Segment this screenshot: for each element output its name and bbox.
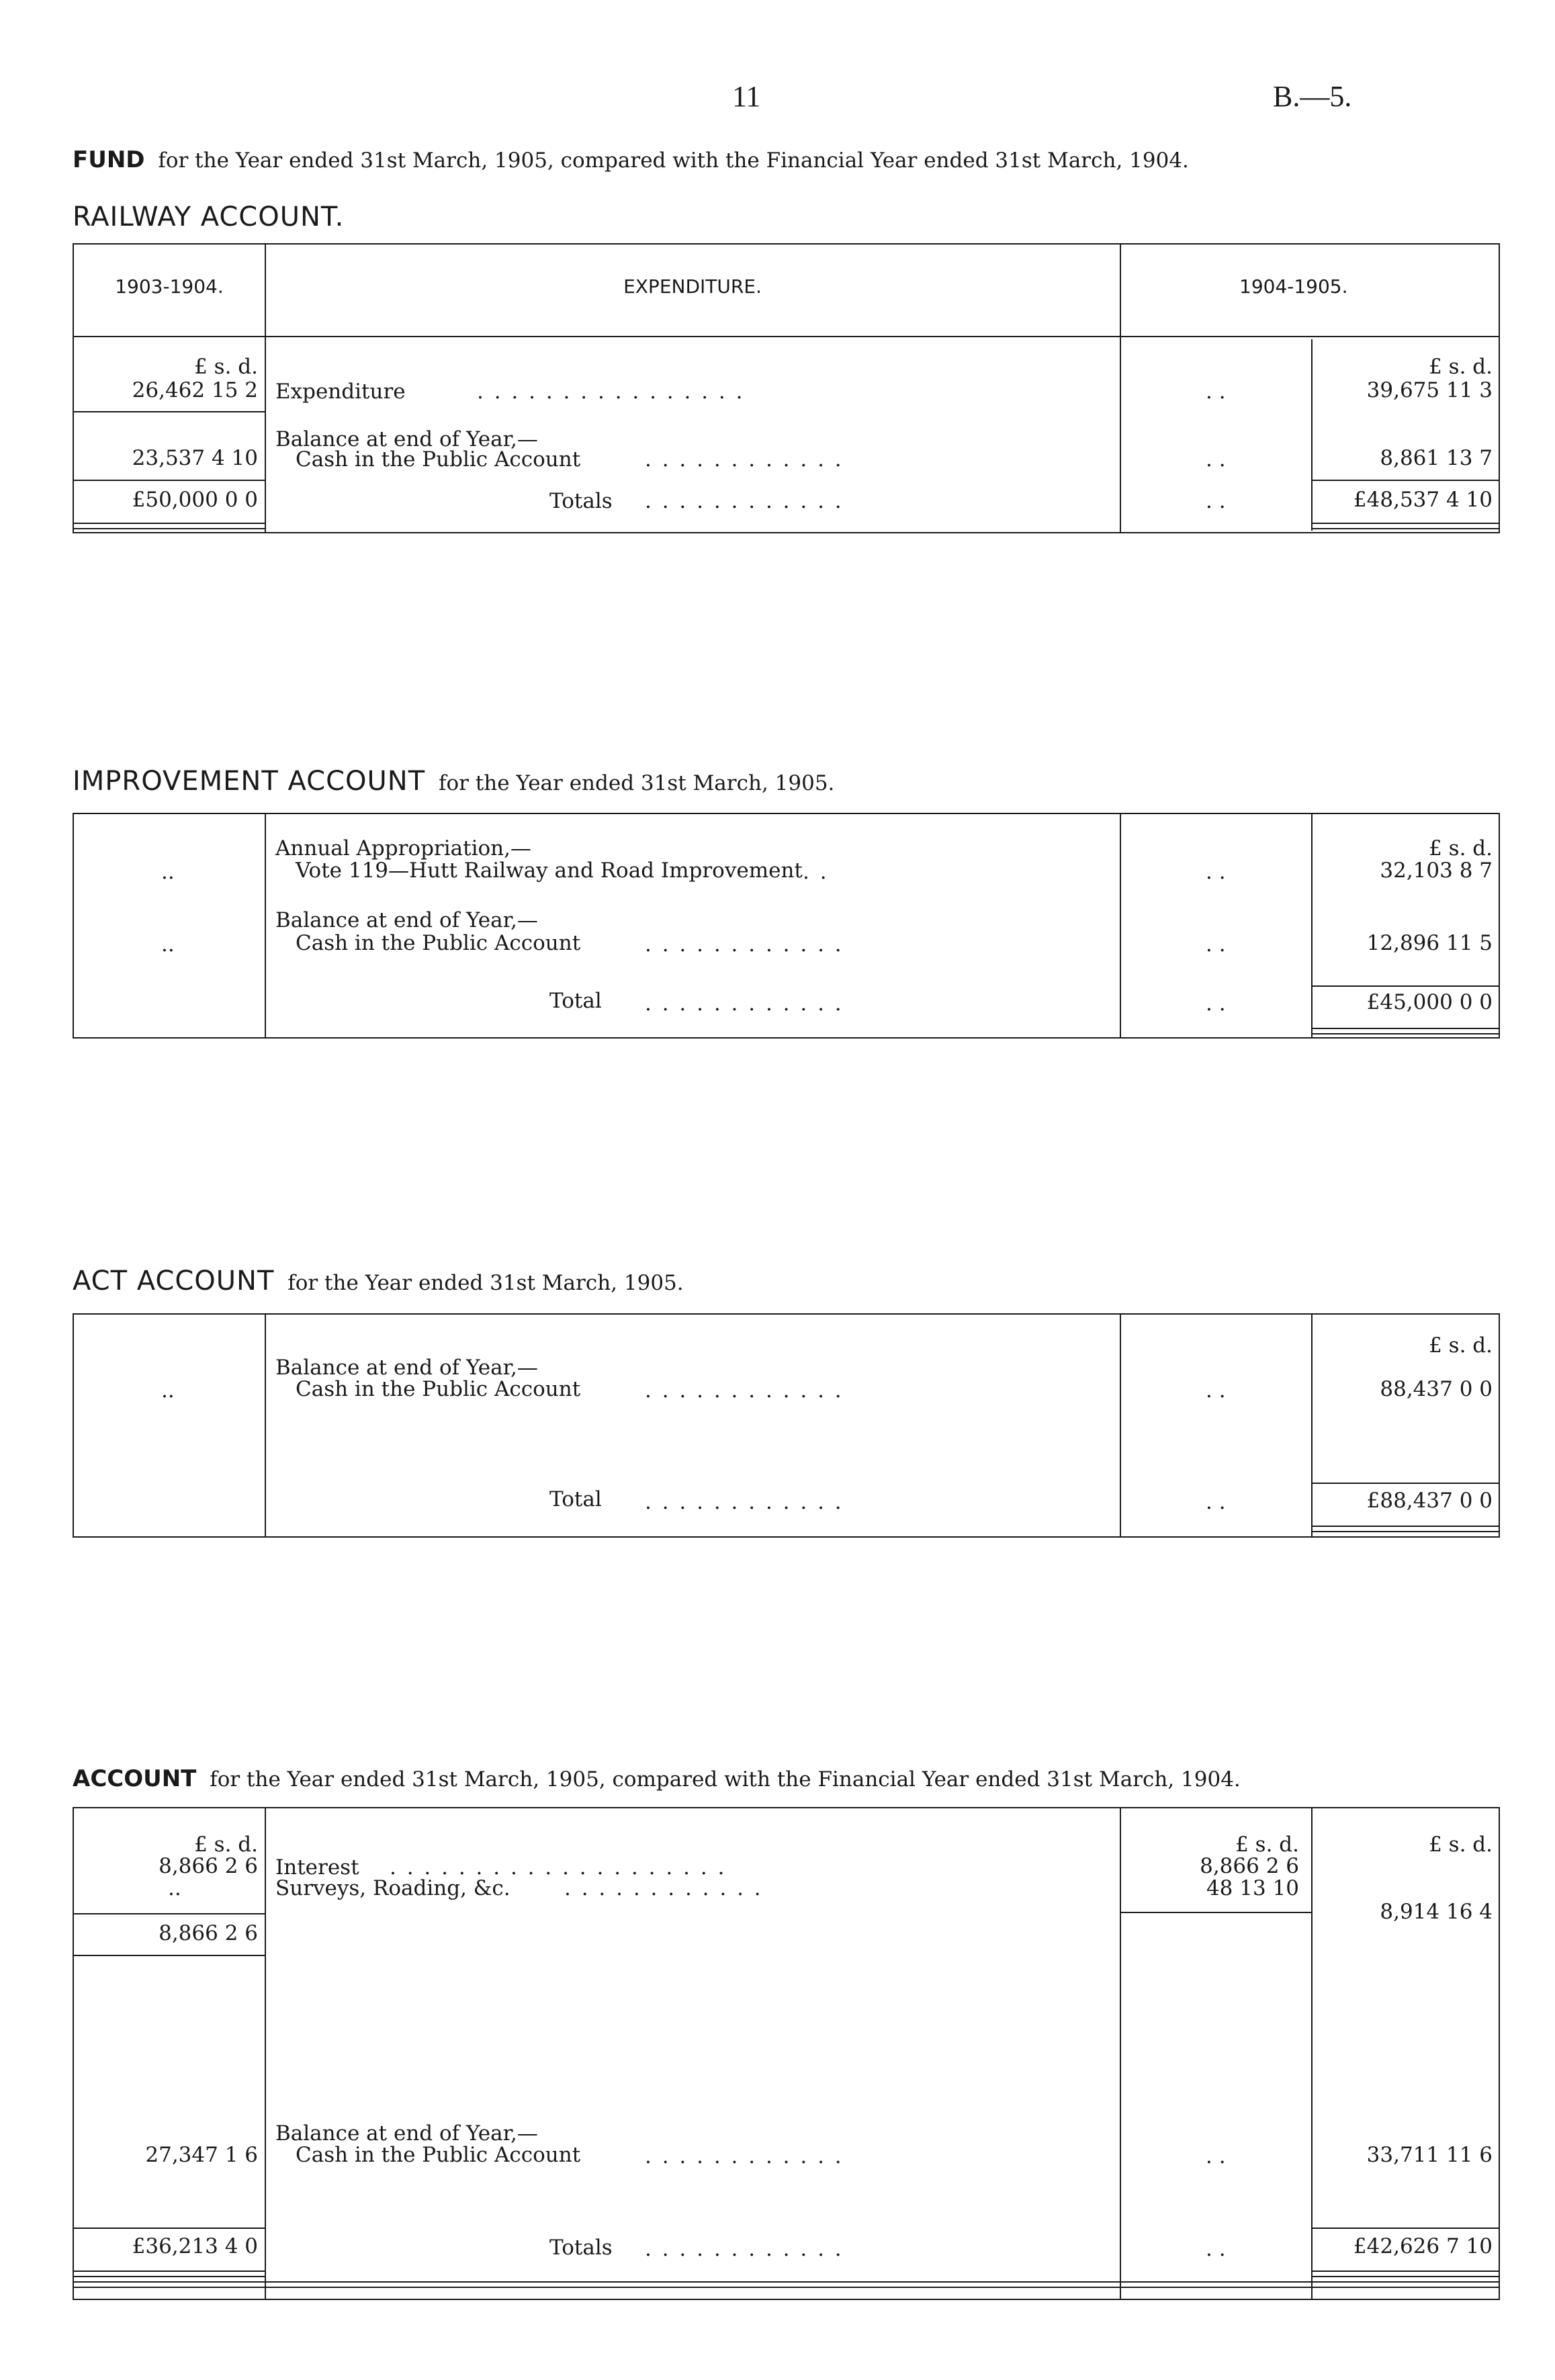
account-currency-left: £ s. d. [194,1833,258,1857]
railway-heading [73,146,1189,173]
act-balance-left: .. [161,1378,175,1403]
railway-col-left-header: 1903-1904. [115,275,224,298]
account-interest-leaders: . . . . . . . . . . . . . . . . . . . . [390,1855,727,1880]
railway-currency-left: £ s. d. [194,355,258,379]
act-title: ACT ACCOUNT [73,1266,275,1296]
account-balance-1904: 27,347 1 6 [145,2143,258,2167]
improvement-appropriation-leaders-right: . . [1206,860,1226,884]
railway-title: RAILWAY ACCOUNT. [73,202,345,232]
account-balance-label2: Cash in the Public Account [296,2143,581,2167]
act-total-label: Total [549,1487,602,1511]
railway-totals-1905: £48,537 4 10 [1353,488,1493,512]
account-heading-rest: for the Year ended 31st March, 1905, compared with the Financial Year ended 31st March, 1904. [210,1767,1241,1792]
account-balance-1905: 33,711 11 6 [1366,2143,1493,2167]
account-surveys-left: .. [168,1876,181,1900]
railway-expenditure-leaders: . . . . . . . . . . . . . . . . [477,380,745,404]
act-total-leaders: . . . . . . . . . . . . [645,1490,844,1514]
railway-balance-leaders: . . . . . . . . . . . . [645,447,844,472]
railway-heading-rest: for the Year ended 31st March, 1905, compared with the Financial Year ended 31st March, 1904. [158,148,1189,173]
improvement-total-leaders-right: . . [1206,991,1226,1016]
account-currency-inner: £ s. d. [1235,1833,1299,1857]
account-subtotal-1904: 8,866 2 6 [159,1921,258,1945]
improvement-total-amount: £45,000 0 0 [1366,990,1493,1014]
railway-expenditure-1904: 26,462 15 2 [132,378,258,402]
improvement-appropriation-label2: Vote 119—Hutt Railway and Road Improvement [296,858,803,883]
account-interest-inner: 8,866 2 6 [1200,1854,1299,1878]
fund-word: FUND [73,146,145,173]
act-heading-rest: for the Year ended 31st March, 1905. [287,1271,684,1295]
account-surveys-label: Surveys, Roading, &c. [275,1876,510,1900]
railway-totals-1904: £50,000 0 0 [132,488,258,512]
act-heading [73,1266,684,1296]
improvement-heading-rest: for the Year ended 31st March, 1905. [439,771,835,795]
act-currency: £ s. d. [1429,1333,1493,1358]
account-title: ACCOUNT [73,1765,197,1792]
improvement-appropriation-label1: Annual Appropriation,— [275,836,532,861]
railway-col-right-header: 1904-1905. [1239,275,1348,298]
improvement-balance-amount: 12,896 11 5 [1366,931,1493,955]
railway-balance-1904: 23,537 4 10 [132,446,258,470]
account-totals-1904: £36,213 4 0 [132,2234,258,2258]
improvement-balance-leaders: . . . . . . . . . . . . [645,932,844,957]
account-totals-leaders: . . . . . . . . . . . . [645,2237,844,2261]
railway-totals-label: Totals [549,489,613,513]
account-currency-right: £ s. d. [1429,1833,1493,1857]
railway-balance-label2: Cash in the Public Account [296,447,581,472]
improvement-appropriation-amount: 32,103 8 7 [1380,858,1493,883]
railway-expenditure-1905: 39,675 11 3 [1366,378,1493,402]
railway-totals-leaders: . . . . . . . . . . . . [645,489,844,513]
account-balance-label1: Balance at end of Year,— [275,2121,538,2146]
act-balance-label2: Cash in the Public Account [296,1377,581,1401]
improvement-balance-label1: Balance at end of Year,— [275,908,538,932]
improvement-appropriation-left: .. [161,860,175,884]
act-total-leaders-right: . . [1206,1490,1226,1514]
account-surveys-inner: 48 13 10 [1206,1876,1299,1900]
improvement-balance-left: .. [161,932,175,957]
account-totals-leaders-right: . . [1206,2237,1226,2261]
improvement-balance-leaders-right: . . [1206,932,1226,957]
improvement-currency: £ s. d. [1429,836,1493,861]
railway-balance-leaders-right: . . [1206,447,1226,472]
railway-expenditure-leaders-right: . . [1206,380,1226,404]
act-balance-label1: Balance at end of Year,— [275,1356,538,1380]
account-totals-1905: £42,626 7 10 [1353,2234,1493,2258]
railway-totals-leaders-right: . . [1206,489,1226,513]
page-number: 11 [732,80,761,113]
railway-col-mid-header: EXPENDITURE. [623,275,762,298]
railway-currency-right: £ s. d. [1429,355,1493,379]
account-balance-leaders-right: . . [1206,2144,1226,2168]
improvement-appropriation-leaders: . . [803,860,829,884]
improvement-heading [73,766,834,797]
railway-expenditure-label: Expenditure [275,380,406,404]
improvement-title: IMPROVEMENT ACCOUNT [73,766,426,797]
act-balance-leaders: . . . . . . . . . . . . [645,1378,844,1403]
improvement-total-label: Total [549,989,602,1013]
account-totals-label: Totals [549,2236,613,2260]
account-surveys-leaders: . . . . . . . . . . . . [564,1876,763,1900]
improvement-balance-label2: Cash in the Public Account [296,931,581,955]
account-interest-1904: 8,866 2 6 [159,1854,258,1878]
act-total-amount: £88,437 0 0 [1366,1489,1493,1513]
account-interest-label: Interest [275,1855,359,1880]
page-reference: B.—5. [1273,80,1352,113]
railway-balance-1905: 8,861 13 7 [1380,446,1493,470]
account-balance-leaders: . . . . . . . . . . . . [645,2144,844,2168]
act-balance-leaders-right: . . [1206,1378,1226,1403]
railway-balance-label1: Balance at end of Year,— [275,427,538,451]
act-balance-amount: 88,437 0 0 [1380,1377,1493,1401]
account-heading [73,1765,1241,1792]
improvement-total-leaders: . . . . . . . . . . . . [645,991,844,1016]
account-subtotal-1905: 8,914 16 4 [1380,1900,1493,1924]
